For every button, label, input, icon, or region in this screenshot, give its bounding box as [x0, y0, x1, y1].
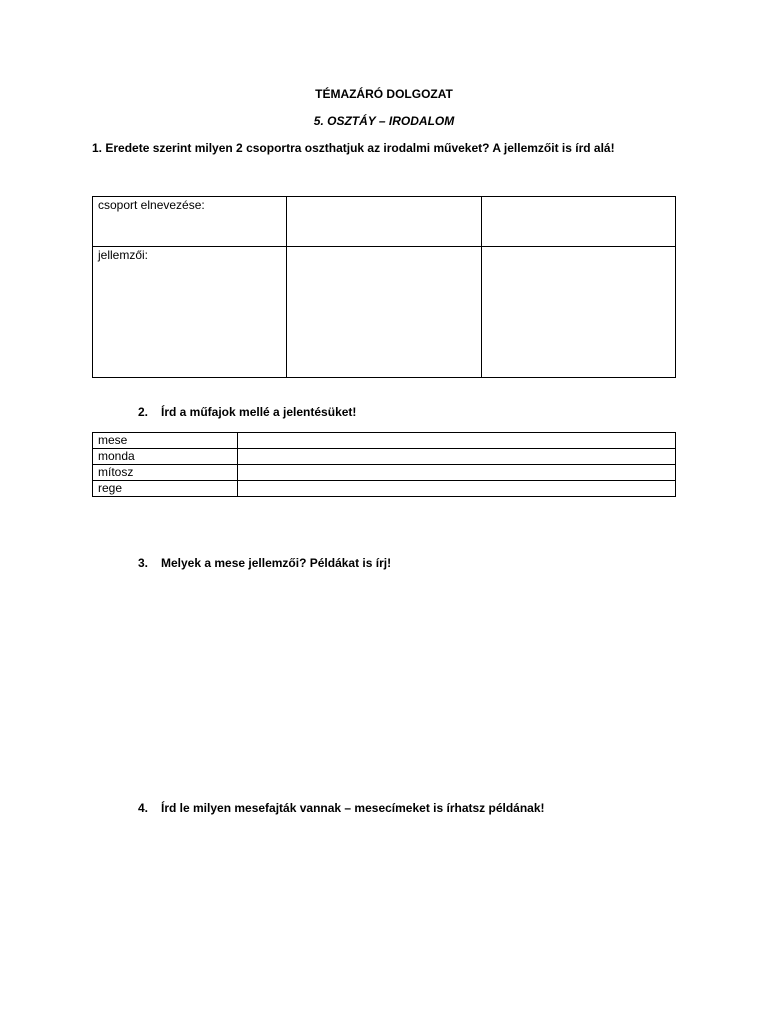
characteristics-label: jellemzői: — [93, 247, 287, 378]
question-1-text: 1. Eredete szerint milyen 2 csoportra oszthatjuk az irodalmi műveket? A jellemzőit is írd alá! — [92, 141, 615, 155]
question-3-number: 3. — [138, 556, 149, 570]
genre-label: mese — [93, 433, 238, 449]
genre-meaning-cell[interactable] — [238, 465, 676, 481]
table-row — [93, 247, 676, 378]
question-4-number: 4. — [138, 801, 149, 815]
group-2-characteristics-cell[interactable] — [482, 247, 676, 378]
table-row — [93, 465, 676, 481]
question-3-text: Melyek a mese jellemzői? Példákat is írj! — [161, 556, 392, 570]
question-1-table — [92, 196, 676, 378]
question-2-table — [92, 432, 676, 497]
question-2-text: Írd a műfajok mellé a jelentésüket! — [161, 405, 357, 419]
document-title: TÉMAZÁRÓ DOLGOZAT — [315, 87, 453, 101]
table-row — [93, 433, 676, 449]
genre-meaning-cell[interactable] — [238, 433, 676, 449]
group-1-characteristics-cell[interactable] — [287, 247, 482, 378]
group-2-name-cell[interactable] — [482, 197, 676, 247]
genre-meaning-cell[interactable] — [238, 449, 676, 465]
genre-label: mítosz — [93, 465, 238, 481]
table-row — [93, 449, 676, 465]
genre-label: rege — [93, 481, 238, 497]
table-row — [93, 481, 676, 497]
document-subtitle: 5. OSZTÁY – IRODALOM — [313, 114, 455, 128]
group-name-label: csoport elnevezése: — [93, 197, 287, 247]
genre-meaning-cell[interactable] — [238, 481, 676, 497]
genre-label: monda — [93, 449, 238, 465]
table-row — [93, 197, 676, 247]
group-1-name-cell[interactable] — [287, 197, 482, 247]
question-4-text: Írd le milyen mesefajták vannak – mesecímeket is írhatsz példának! — [161, 801, 545, 815]
question-2-number: 2. — [138, 405, 149, 419]
